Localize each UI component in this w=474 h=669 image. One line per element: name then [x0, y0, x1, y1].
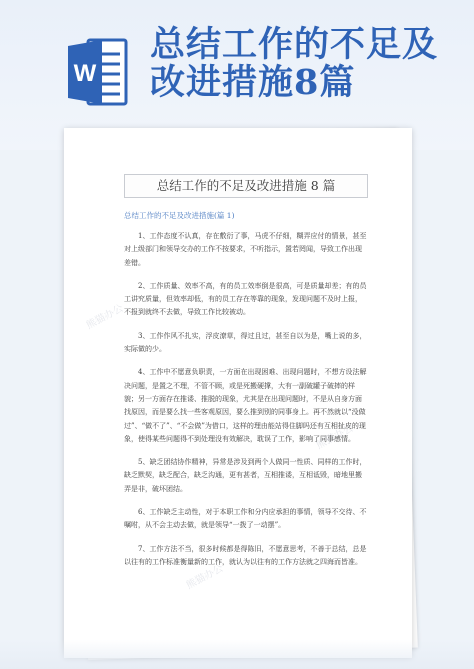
document-title-box: [124, 174, 368, 198]
document-body: [124, 230, 368, 579]
paragraph-6: 6、工作缺乏主动性，对于本职工作和分内应承担的事情，领导不交待、不嘱咐，从不会主动去做，就是领导“一拨了一动摆”。: [124, 508, 367, 530]
document-page: [64, 128, 412, 658]
logo-letter: W: [73, 60, 97, 87]
document-title: 总结工作的不足及改进措施 8 篇: [156, 178, 336, 193]
watermark: 熊猫办公: [184, 563, 226, 592]
paragraph-7: 7、工作方法不当，很多时候都是得陈旧，不愿意思考，不善于总结，总是以往有的工作标准衡量新的工作，就认为以往有的工作方法就之四海而皆准。: [124, 544, 367, 566]
watermark: 熊猫办公: [84, 303, 126, 332]
document-subtitle: 总结工作的不足及改进措施(篇 1): [124, 211, 235, 220]
banner-title: 总结工作的不足及改进措施8篇: [150, 24, 439, 103]
watermark: 熊猫办公: [314, 423, 356, 452]
paragraph-3: 3、工作作风不扎实，浮皮潦草，得过且过，甚至自以为是，嘴上说的多，实际做的少。: [124, 331, 367, 354]
paragraph-5: 5、缺乏团结协作精神，异常是涉及到两个人做同一性质、同样的工作时，缺乏默契，缺乏配合，缺乏沟通，更有甚者，互相推诿，互相诋毁，暗地里搬弄是非，破坏团结。: [124, 458, 367, 493]
paragraph-2: 2、工作质量、效率不高，有的员工效率倒是很高，可是质量却差；有的员工讲究质量，但效率却低，有的员工存在等靠的现象，发现问题不及时上报，不报到就终不去做，导致工作比较被动。: [124, 281, 367, 317]
bottom-fade: [0, 640, 474, 669]
paragraph-1: 1、工作态度不认真，存在敷衍了事，马虎不仔细，糊弄应付的情景，甚至对上级部门和领导交办的工作不按要求，不听指示，置若罔闻，导致工作出现差错。: [124, 232, 367, 267]
paragraph-4: 4、工作中不愿意负职责，一方面在出现困难、出现问题时，不想方设法解决问题，是置之不理，不管不顾，或是死搬硬撑，大有一副破罐子破摔的样貌；另一方面存在推诿、推脱的现象，尤其是在出现问题时，不是从自身方面找原因，而是要么找一些客观原因，要么推到别的同事身上。再不然就以“没做过”、“做不了”、“不会做”为借口，这样的理由能站得住脚吗还有互相扯皮的现象，使得某些问题得不到处理没有效解决，耽误了工作，影响了同事感情。: [124, 368, 367, 443]
word-document-icon: [66, 36, 130, 108]
